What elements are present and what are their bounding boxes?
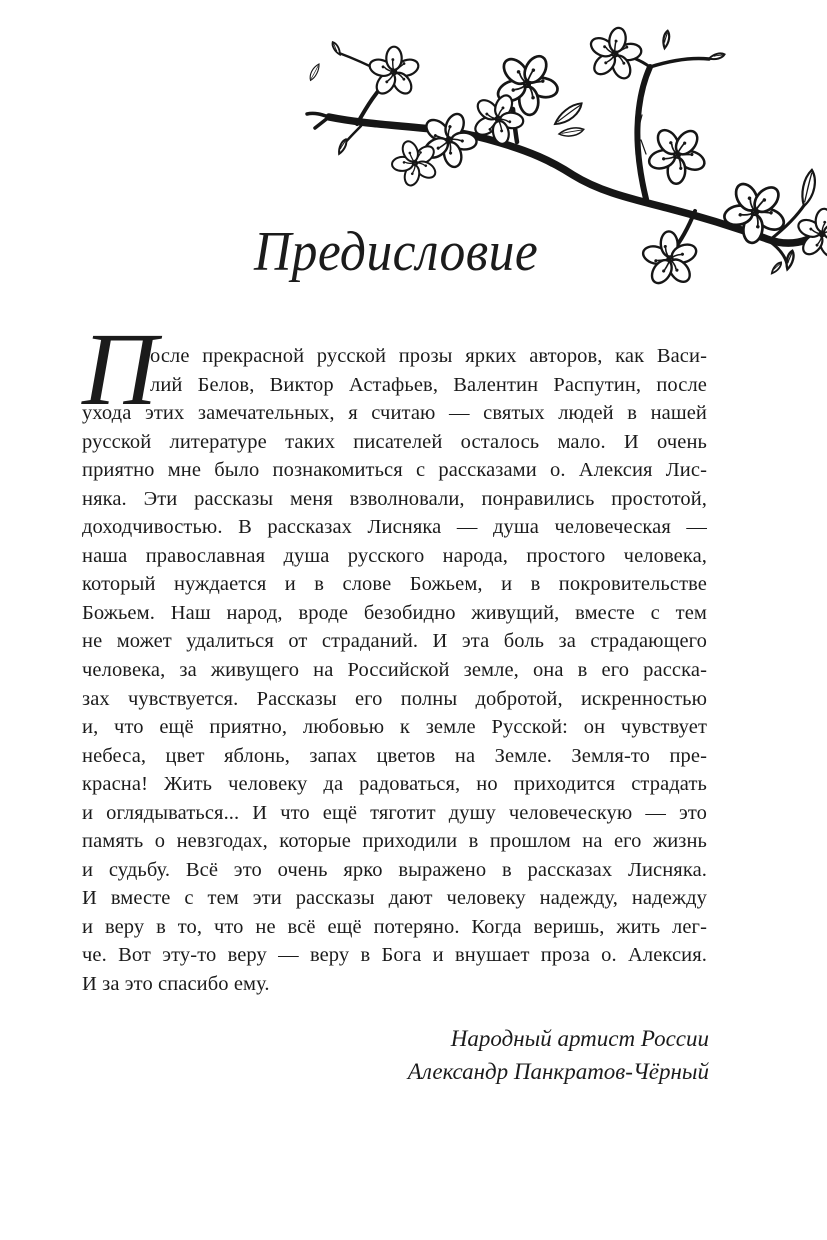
body-text-line: приятно мне было познакомиться с рассказами о. Алексия Лис- [82, 459, 707, 482]
body-text-line: лий Белов, Виктор Астафьев, Валентин Распутин, после [150, 373, 707, 396]
signature-name: Александр Панкратов-Чёрный [407, 1059, 709, 1084]
body-text-line: который нуждается и в слове Божьем, и в покровительстве [82, 573, 707, 596]
body-text-line: Божьем. Наш народ, вроде безобидно живущий, вместе с тем [82, 601, 707, 624]
body-text-line: русской литературе таких писателей осталось мало. И очень [82, 430, 707, 453]
signature-title: Народный артист России [450, 1026, 709, 1051]
body-text-line: человека, за живущего на Российской земле, она в его расска- [82, 659, 707, 682]
body-text-line: И за это спасибо ему. [82, 973, 270, 996]
body-text-line: и оглядываться... И что ещё тяготит душу человеческую — это [82, 801, 707, 824]
body-text-line: доходчивостью. В рассказах Лисняка — душа человеческая — [82, 516, 707, 539]
body-text-line: память о невзгодах, которые приходили в прошлом на его жизнь [82, 830, 707, 853]
body-text-line: няка. Эти рассказы меня взволновали, понравились простотой, [82, 487, 707, 510]
chapter-title: Предисловие [254, 221, 539, 283]
body-text-line: и веру в то, что не всё ещё потеряно. Когда веришь, жить лег- [82, 915, 707, 938]
body-text-line: че. Вот эту-то веру — веру в Бога и внушает проза о. Алексия. [82, 944, 707, 967]
body-text-line: ухода этих замечательных, я считаю — святых людей в нашей [82, 402, 707, 425]
body-text-line: и, что ещё приятно, любовью к земле Русской: он чувствует [82, 716, 707, 739]
body-text-line: зах чувствуется. Рассказы его полны добротой, искренностью [82, 687, 707, 710]
body-text-line: наша православная душа русского народа, простого человека, [82, 544, 707, 567]
signature-block [82, 1022, 709, 1088]
body-text-line: и судьбу. Всё это очень ярко выражено в рассказах Лисняка. [82, 858, 707, 881]
body-text-line: не может удалиться от страданий. И эта боль за страдающего [82, 630, 707, 653]
drop-cap: П [82, 312, 158, 427]
body-text-line: небеса, цвет яблонь, запах цветов на Земле. Земля-то пре- [82, 744, 707, 767]
preface-paragraph [82, 342, 707, 999]
body-text-line: осле прекрасной русской прозы ярких авторов, как Васи- [150, 345, 707, 367]
body-text-line: красна! Жить человеку да радоваться, но приходится страдать [82, 773, 707, 796]
body-text-line: И вместе с тем эти рассказы дают человеку надежду, надежду [82, 887, 707, 910]
